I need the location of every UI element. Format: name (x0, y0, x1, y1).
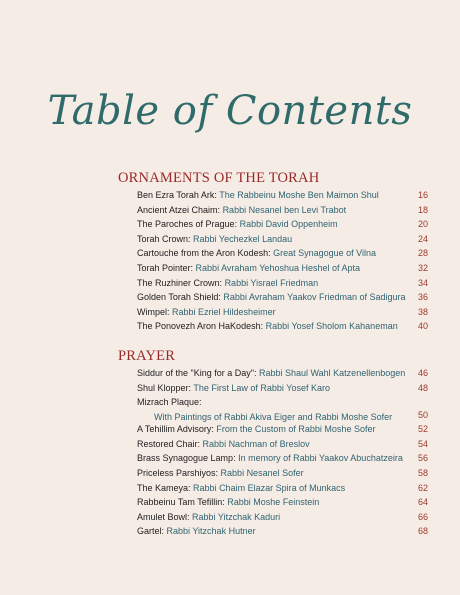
entry-title: The Kameya (137, 482, 189, 493)
entry-title: Amulet Bowl (137, 511, 188, 522)
entry-title: Brass Synagogue Lamp (137, 453, 234, 464)
section-heading: ORNAMENTS OF THE TORAH (118, 170, 320, 186)
entry-subject: Rabbi Chaim Elazar Spira of Munkacs (193, 482, 346, 493)
entry-separator: : (188, 233, 194, 244)
toc-entry[interactable] (137, 366, 428, 381)
entry-subject: Rabbi Shaul Wahl Katzenellenbogen (258, 368, 406, 378)
entry-title: Restored Chair (137, 438, 198, 449)
entry-subject: Rabbi Avraham Yaakov Friedman of Sadigura (223, 292, 406, 303)
toc-entry[interactable] (137, 203, 428, 218)
entry-subject: Great Synagogue of Vilna (273, 248, 377, 259)
toc-entry[interactable] (137, 319, 428, 334)
toc-entry[interactable] (137, 246, 428, 261)
entry-separator: : (219, 277, 225, 288)
entry-list (118, 188, 428, 334)
entry-title: Torah Pointer (137, 262, 191, 273)
entry-separator: : (188, 382, 194, 393)
entry-title: Priceless Parshiyos (137, 467, 216, 478)
entry-title: Rabbeinu Tam Tefillin (137, 497, 223, 508)
entry-separator: : (260, 321, 266, 332)
entry-subject: Rabbi Nachman of Breslov (202, 438, 310, 449)
entry-title: Golden Torah Shield (137, 292, 219, 303)
entry-title: The Ponovezh Aron HaKodesh (137, 321, 261, 332)
page-number: 46 (417, 368, 428, 378)
toc-entry[interactable] (137, 381, 428, 396)
toc-entry[interactable] (137, 290, 428, 305)
page-number: 34 (417, 277, 428, 288)
entry-subject: Rabbi Yitzchak Hutner (166, 526, 256, 537)
entry-separator: : (199, 397, 202, 408)
entry-subject: In memory of Rabbi Yaakov Abuchatzeira (238, 453, 403, 464)
entry-title: Torah Crown (137, 233, 189, 244)
entry-subject: Rabbi Ezriel Hildesheimer (172, 306, 276, 317)
page-number: 50 (417, 409, 428, 420)
toc-entry[interactable] (137, 510, 428, 525)
page-number: 54 (417, 438, 428, 449)
page-number: 18 (417, 204, 428, 215)
entry-separator: : (214, 190, 220, 200)
entry-subject: Rabbi Yosef Sholom Kahaneman (265, 321, 398, 332)
entry-separator: : (233, 453, 239, 464)
page-number: 52 (417, 424, 428, 435)
entry-title: Siddur of the "King for a Day" (137, 368, 254, 378)
entry-subject: Rabbi Yechezkel Landau (193, 233, 293, 244)
entry-separator: : (197, 438, 203, 449)
page-number: 62 (417, 482, 428, 493)
entry-subject: Rabbi Yitzchak Kaduri (192, 511, 281, 522)
page-number: 56 (417, 453, 428, 464)
entry-title: The Ruzhiner Crown (137, 277, 220, 288)
entry-subject: Rabbi Avraham Yehoshua Heshel of Apta (195, 262, 361, 273)
entry-title: Shul Klopper (137, 382, 189, 393)
entry-subject: With Paintings of Rabbi Akiva Eiger and Rabbi Moshe Sofer (154, 411, 393, 422)
entry-separator: : (161, 526, 167, 537)
entry-separator: : (190, 262, 196, 273)
entry-separator: : (167, 306, 173, 317)
entry-separator: : (187, 511, 193, 522)
entry-separator: : (234, 219, 240, 230)
entry-title: Ancient Atzei Chaim (137, 204, 218, 215)
toc-entry[interactable] (137, 261, 428, 276)
entry-subject: Rabbi Nesanel Sofer (220, 467, 304, 478)
section-ornaments-of-the-torah (118, 168, 428, 334)
toc-entry[interactable] (137, 524, 428, 539)
entry-title: Ben Ezra Torah Ark (137, 190, 215, 200)
entry-subject: The First Law of Rabbi Yosef Karo (193, 382, 330, 393)
entry-title: The Paroches of Prague (137, 219, 235, 230)
entry-subject: Rabbi Nesanel ben Levi Trabot (222, 204, 347, 215)
page-number: 20 (417, 219, 428, 230)
entry-separator: : (188, 482, 194, 493)
toc-entry[interactable] (137, 188, 428, 203)
section-heading: PRAYER (118, 348, 176, 364)
entry-list (118, 366, 428, 539)
toc-entry[interactable] (137, 481, 428, 496)
page-number: 68 (417, 526, 428, 537)
page-number: 66 (417, 511, 428, 522)
page-number: 48 (417, 382, 428, 393)
entry-separator: : (211, 424, 217, 435)
section-prayer (118, 346, 428, 539)
toc-entry[interactable] (137, 305, 428, 320)
entry-title: A Tehillim Advisory (137, 424, 212, 435)
entry-title: Gartel (137, 526, 162, 537)
page-number: 32 (417, 262, 428, 273)
entry-subject: The Rabbeinu Moshe Ben Maimon Shul (219, 190, 379, 200)
page-number: 38 (417, 306, 428, 317)
page-number: 40 (417, 321, 428, 332)
entry-title: Cartouche from the Aron Kodesh (137, 248, 269, 259)
entry-separator: : (253, 368, 259, 378)
entry-separator: : (215, 467, 221, 478)
page-number: 36 (417, 292, 428, 303)
toc-entry[interactable] (137, 451, 428, 466)
page-title: Table of Contents (47, 88, 413, 134)
toc-entry[interactable] (137, 437, 428, 452)
entry-subject: From the Custom of Rabbi Moshe Sofer (216, 424, 376, 435)
page-number: 28 (417, 248, 428, 259)
entry-subject: Rabbi Yisrael Friedman (224, 277, 319, 288)
page-number: 58 (417, 467, 428, 478)
entry-title: Mizrach Plaque (137, 397, 200, 408)
toc-entry[interactable] (137, 466, 428, 481)
entry-title: Wimpel (137, 306, 168, 317)
entry-separator: : (222, 497, 228, 508)
entry-separator: : (218, 292, 224, 303)
entry-separator: : (217, 204, 223, 215)
entry-subject: Rabbi David Oppenheim (239, 219, 338, 230)
page-number: 16 (417, 190, 428, 200)
toc-entry[interactable] (137, 232, 428, 247)
toc-entry[interactable] (137, 217, 428, 232)
toc-entry[interactable] (137, 395, 428, 422)
toc-entry[interactable] (137, 276, 428, 291)
toc-entry[interactable] (137, 495, 428, 510)
page-number: 64 (417, 497, 428, 508)
entry-subject: Rabbi Moshe Feinstein (227, 497, 320, 508)
page-number: 24 (417, 233, 428, 244)
entry-separator: : (268, 248, 274, 259)
toc-entry[interactable] (137, 422, 428, 437)
